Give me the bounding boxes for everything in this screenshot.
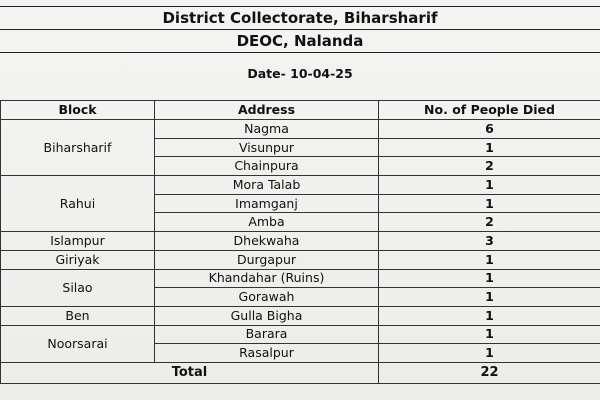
table-row: [1, 269, 600, 288]
table-row: [1, 306, 600, 325]
report-date: Date- 10-04-25: [247, 66, 353, 81]
document-title: District Collectorate, Biharsharif: [0, 7, 600, 30]
block-cell: Rahui: [1, 176, 155, 232]
block-cell: Silao: [1, 269, 155, 306]
column-header-block: Block: [1, 101, 155, 120]
block-cell: Islampur: [1, 232, 155, 251]
table-row: [1, 325, 600, 344]
casualty-table: [0, 100, 600, 384]
count-cell: 1: [379, 194, 600, 213]
table-row: [1, 120, 600, 139]
total-label: Total: [1, 362, 379, 383]
count-cell: 1: [379, 269, 600, 288]
count-cell: 1: [379, 250, 600, 269]
address-cell: Gorawah: [155, 288, 379, 307]
address-cell: Nagma: [155, 120, 379, 139]
header-table: [0, 6, 600, 53]
count-cell: 1: [379, 176, 600, 195]
address-cell: Durgapur: [155, 250, 379, 269]
table-row: [1, 176, 600, 195]
block-cell: Biharsharif: [1, 120, 155, 176]
address-cell: Rasalpur: [155, 344, 379, 363]
count-cell: 1: [379, 138, 600, 157]
address-cell: Visunpur: [155, 138, 379, 157]
table-row: [1, 232, 600, 251]
total-value: 22: [379, 362, 600, 383]
count-cell: 1: [379, 325, 600, 344]
count-cell: 3: [379, 232, 600, 251]
block-cell: Giriyak: [1, 250, 155, 269]
count-cell: 1: [379, 344, 600, 363]
count-cell: 2: [379, 213, 600, 232]
count-cell: 1: [379, 306, 600, 325]
count-cell: 6: [379, 120, 600, 139]
address-cell: Gulla Bigha: [155, 306, 379, 325]
block-cell: Noorsarai: [1, 325, 155, 362]
table-row: [1, 250, 600, 269]
column-header-address: Address: [155, 101, 379, 120]
address-cell: Dhekwaha: [155, 232, 379, 251]
address-cell: Chainpura: [155, 157, 379, 176]
block-cell: Ben: [1, 306, 155, 325]
document-subtitle: DEOC, Nalanda: [0, 30, 600, 53]
address-cell: Imamganj: [155, 194, 379, 213]
address-cell: Khandahar (Ruins): [155, 269, 379, 288]
column-header-count: No. of People Died: [379, 101, 600, 120]
address-cell: Amba: [155, 213, 379, 232]
table-header-row: [1, 101, 600, 120]
address-cell: Barara: [155, 325, 379, 344]
address-cell: Mora Talab: [155, 176, 379, 195]
count-cell: 2: [379, 157, 600, 176]
total-row: [1, 362, 600, 383]
count-cell: 1: [379, 288, 600, 307]
table-body: [1, 120, 600, 384]
